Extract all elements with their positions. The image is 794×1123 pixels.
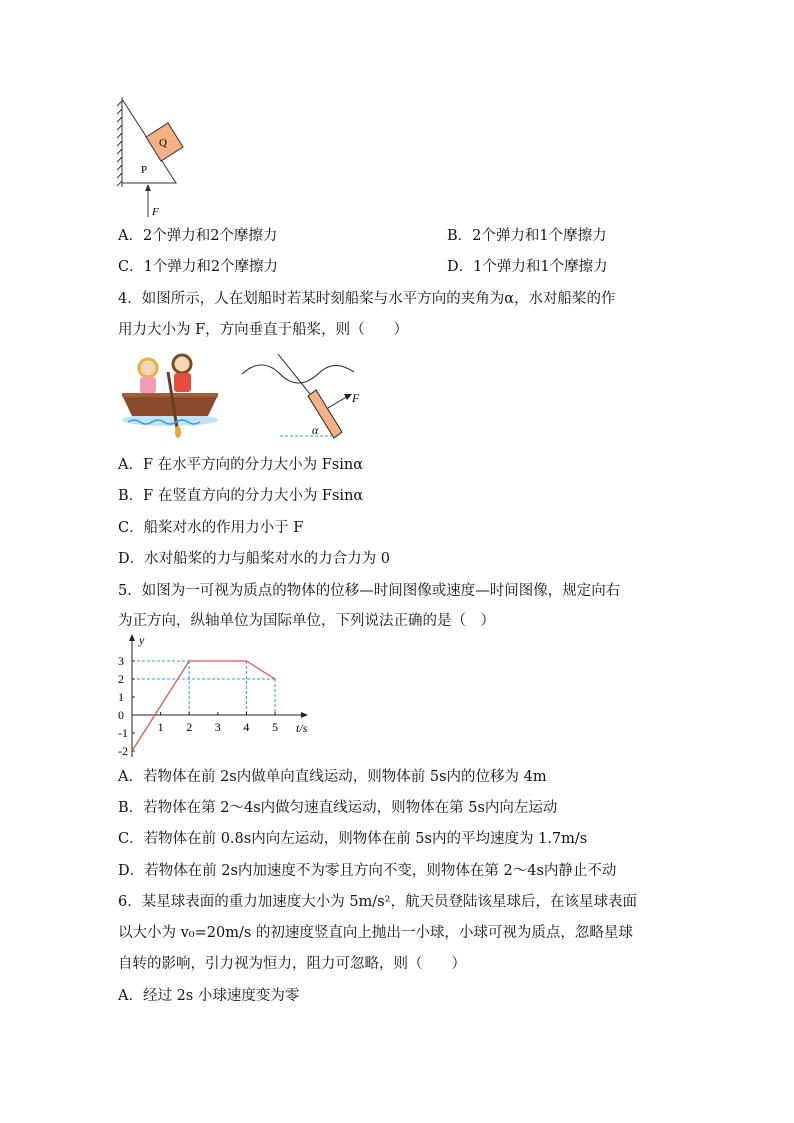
girl-head-icon <box>139 359 157 377</box>
q4-option-d[interactable]: D．水对船桨的力与船桨对水的力合力为 0 <box>118 551 390 567</box>
x-axis-arrowhead <box>301 712 308 718</box>
water-surface-line <box>242 365 354 383</box>
x-tick-label: 4 <box>243 720 250 734</box>
label-f: F <box>352 391 360 405</box>
x-tick-label: 1 <box>157 720 164 734</box>
q4-stem-line2: 用力大小为 F，方向垂直于船桨，则（ ） <box>118 322 409 338</box>
q4-stem-line1: 4．如图所示，人在划船时若某时刻船桨与水平方向的夹角为α，水对船桨的作 <box>118 291 616 307</box>
boat-hull <box>122 395 218 416</box>
y-tick-label: 2 <box>118 672 124 686</box>
force-f-arrowhead <box>344 394 352 400</box>
q5-stem-line1: 5．如图为一可视为质点的物体的位移—时间图像或速度—时间图像，规定向右 <box>118 583 621 599</box>
q6-stem-line3: 自转的影响，引力视为恒力，阻力可忽略，则（ ） <box>118 956 466 972</box>
data-series-line <box>132 661 275 751</box>
oar-shaft <box>278 354 310 394</box>
q5-option-c[interactable]: C．若物体在前 0.8s内向左运动，则物体在前 5s内的平均速度为 1.7m/s <box>118 831 588 847</box>
label-q: Q <box>159 137 167 149</box>
q5-option-b[interactable]: B．若物体在第 2～4s内做匀速直线运动，则物体在第 5s内向左运动 <box>118 800 558 816</box>
q5-option-a[interactable]: A．若物体在前 2s内做单向直线运动，则物体前 5s内的位移为 4m <box>118 769 547 785</box>
y-axis-label: y <box>139 633 145 647</box>
label-p: P <box>141 164 148 176</box>
y-tick-label: 3 <box>118 654 124 668</box>
q4-oar-diagram <box>240 352 360 442</box>
force-arrowhead <box>145 184 151 191</box>
x-tick-label: 2 <box>186 720 193 734</box>
x-tick-label: 5 <box>272 720 278 734</box>
q3-option-c[interactable]: C．1个弹力和2个摩擦力 <box>118 259 279 275</box>
girl-body <box>140 377 156 393</box>
x-tick-label: 3 <box>214 720 221 734</box>
y-tick-label: 0 <box>118 708 124 722</box>
q6-option-a[interactable]: A．经过 2s 小球速度变为零 <box>118 988 300 1004</box>
q5-option-d[interactable]: D．若物体在前 2s内加速度不为零且方向不变，则物体在第 2～4s内静止不动 <box>118 863 617 879</box>
boy-head-icon <box>173 355 191 373</box>
label-alpha: α <box>312 423 319 437</box>
q3-option-a[interactable]: A．2个弹力和2个摩擦力 <box>118 228 278 244</box>
q4-boat-illustration <box>120 350 220 440</box>
y-tick-label: 1 <box>118 690 124 704</box>
wall-hatching <box>117 97 122 187</box>
x-axis-label: t/s <box>296 721 308 735</box>
q5-chart <box>112 632 322 762</box>
y-tick-label: -1 <box>118 726 128 740</box>
y-tick-label: -2 <box>118 744 128 758</box>
q5-stem-line2: 为正方向，纵轴单位为国际单位，下列说法正确的是（ ） <box>118 613 495 629</box>
q3-option-b[interactable]: B．2个弹力和1个摩擦力 <box>447 228 607 244</box>
boy-body <box>174 373 191 392</box>
q4-option-a[interactable]: A．F 在水平方向的分力大小为 Fsinα <box>118 457 364 473</box>
q6-stem-line2: 以大小为 v₀=20m/s 的初速度竖直向上抛出一小球，小球可视为质点，忽略星球 <box>118 925 633 941</box>
oar-blade <box>175 426 181 438</box>
q3-option-d[interactable]: D．1个弹力和1个摩擦力 <box>447 259 608 275</box>
q3-figure <box>112 95 192 220</box>
label-f: F <box>152 206 159 218</box>
q6-stem-line1: 6．某星球表面的重力加速度大小为 5m/s²，航天员登陆该星球后，在该星球表面 <box>118 894 637 910</box>
y-axis-arrowhead <box>129 634 135 641</box>
q4-option-b[interactable]: B．F 在竖直方向的分力大小为 Fsinα <box>118 488 364 504</box>
force-f-arrow <box>328 396 348 408</box>
q4-option-c[interactable]: C．船桨对水的作用力小于 F <box>118 520 304 536</box>
